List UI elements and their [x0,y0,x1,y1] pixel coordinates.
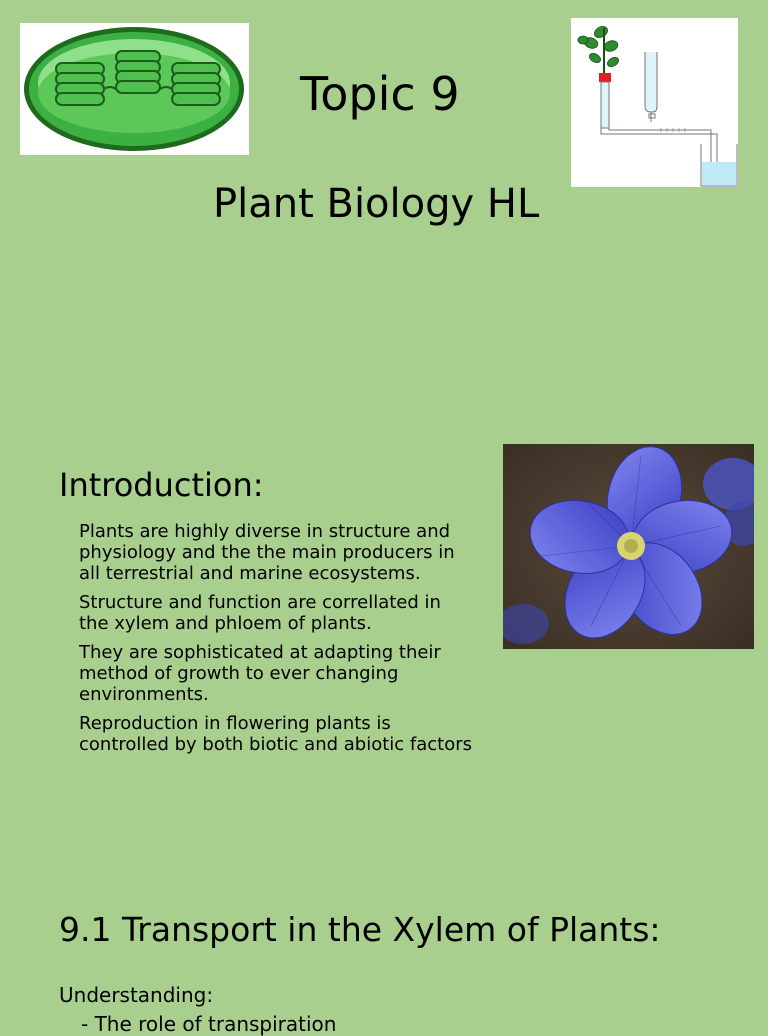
list-item: Plants are highly diverse in structure and physiology and the the main producers in all terrestrial and marine ecosystems. [79,521,455,584]
page-title: Topic 9 [300,67,460,121]
list-item: They are sophisticated at adapting their method of growth to ever changing environments. [79,642,441,705]
list-item: Reproduction in flowering plants is controlled by both biotic and abiotic factors [79,713,473,755]
page-subtitle: Plant Biology HL [213,181,540,227]
list-item: Structure and function are correllated in the xylem and phloem of plants. [79,592,441,634]
potometer-image [571,18,738,187]
introduction-list [79,521,474,763]
understanding-item: - The role of transpiration [81,1012,337,1036]
flower-photo [503,444,754,649]
chloroplast-image [20,23,249,155]
understanding-label: Understanding: [59,983,214,1007]
introduction-heading: Introduction: [59,466,264,504]
section-heading: 9.1 Transport in the Xylem of Plants: [59,910,661,949]
